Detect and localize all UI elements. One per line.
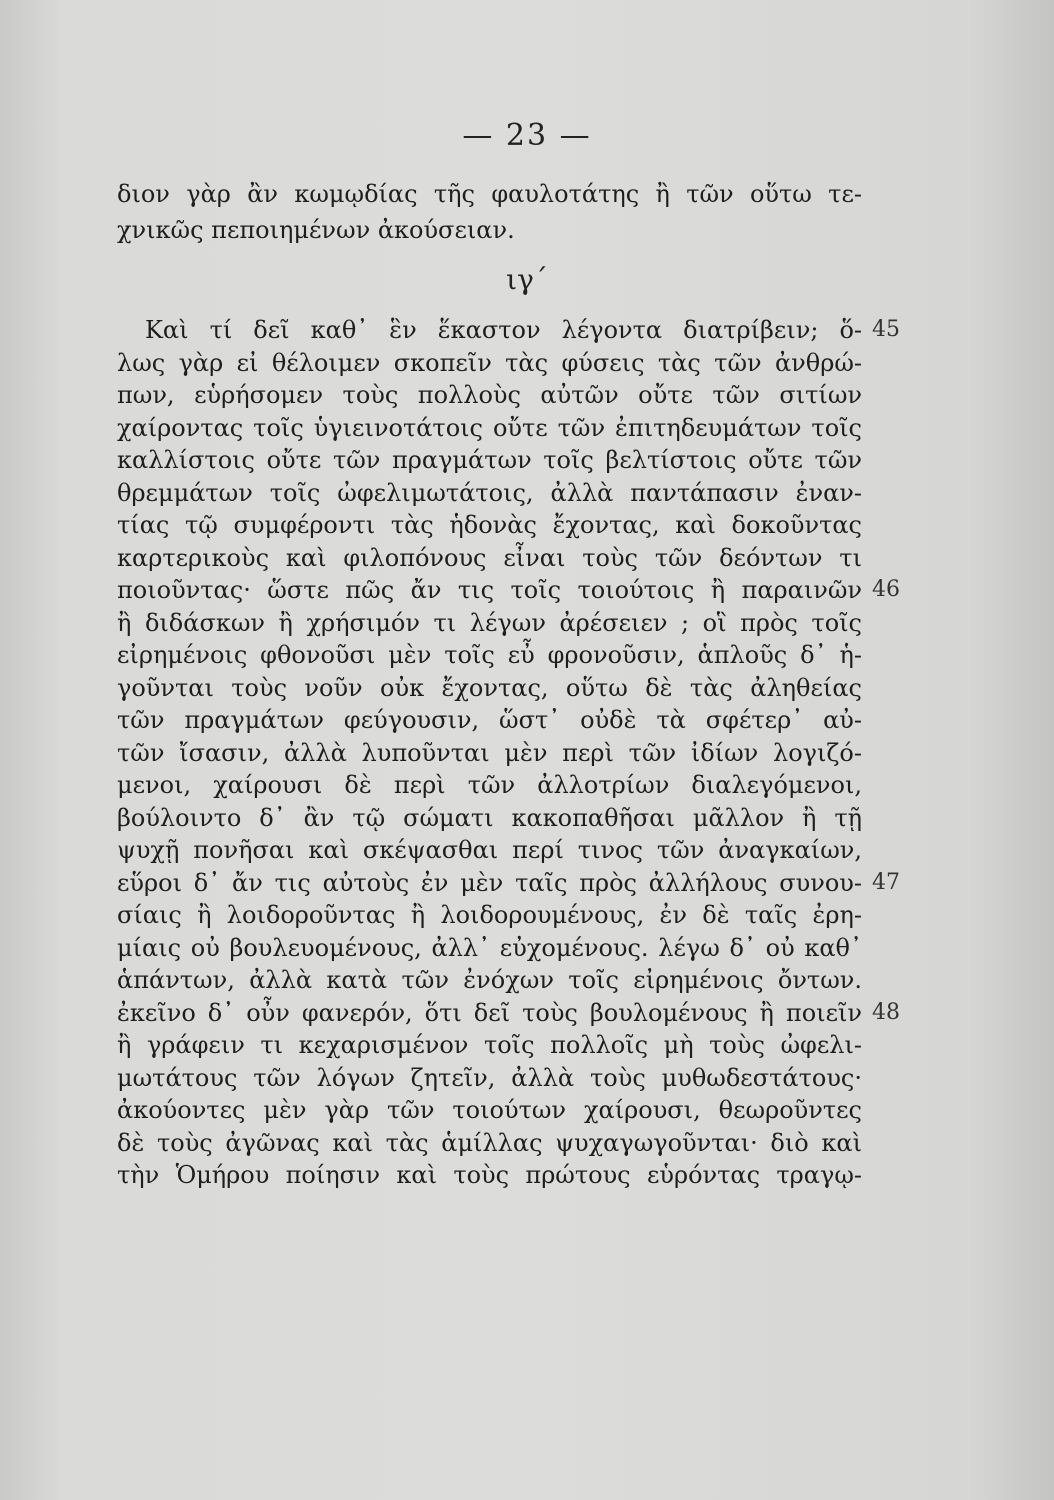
line-text: ἀκούοντες μὲν γὰρ τῶν τοιούτων χαίρουσι, θεωροῦντες (117, 1096, 862, 1124)
line-text: εἰρημένοις φθονοῦσι μὲν τοῖς εὖ φρονοῦσιν, ἁπλοῦς δ᾽ ἡ- (117, 641, 862, 669)
line-text: σίαις ἢ λοιδοροῦντας ἢ λοιδορουμένους, ἐν δὲ ταῖς ἐρη- (117, 901, 862, 929)
line-text: θρεμμάτων τοῖς ὠφελιμωτάτοις, ἀλλὰ παντάπασιν ἐναν- (117, 478, 862, 507)
line-text: διον γὰρ ἂν κωμῳδίας τῆς φαυλοτάτης ἢ τῶν οὕτω τε- (117, 180, 862, 208)
line-text: λως γὰρ εἰ θέλοιμεν σκοπεῖν τὰς φύσεις τὰς τῶν ἀνθρώ- (117, 348, 862, 377)
line-text: ἢ διδάσκων ἢ χρήσιμόν τι λέγων ἀρέσειεν ; οἳ πρὸς τοῖς (117, 608, 862, 637)
line-text: τίας τῷ συμφέροντι τὰς ἡδονὰς ἔχοντας, καὶ δοκοῦντας (117, 511, 862, 539)
text-line (0, 1155, 1054, 1195)
marginal-line-number: 47 (872, 869, 900, 895)
line-text: γοῦνται τοὺς νοῦν οὐκ ἔχοντας, οὕτω δὲ τὰς ἀληθείας (117, 673, 862, 702)
line-text: βούλοιντο δ᾽ ἂν τῷ σώματι κακοπαθῆσαι μᾶλλον ἢ τῇ (117, 803, 862, 832)
line-text: ἐκεῖνο δ᾽ οὖν φανερόν, ὅτι δεῖ τοὺς βουλομένους ἢ ποιεῖν (117, 998, 862, 1027)
line-text: τὴν Ὁμήρου ποίησιν καὶ τοὺς πρώτους εὑρόντας τραγῳ- (117, 1161, 862, 1189)
line-text: τῶν πραγμάτων φεύγουσιν, ὥστ᾽ οὐδὲ τὰ σφέτερ᾽ αὐ- (117, 706, 862, 734)
line-text: χνικῶς πεποιημένων ἀκούσειαν. (117, 216, 515, 244)
marginal-line-number: 48 (872, 999, 900, 1025)
line-text: ἁπάντων, ἀλλὰ κατὰ τῶν ἐνόχων τοῖς εἰρημένοις ὄντων. (117, 966, 862, 994)
line-text: καρτερικοὺς καὶ φιλοπόνους εἶναι τοὺς τῶν δεόντων τι (117, 543, 862, 572)
line-text: μίαις οὐ βουλευομένους, ἀλλ᾽ εὐχομένους. λέγω δ᾽ οὐ καθ᾽ (117, 933, 862, 962)
line-text: μωτάτους τῶν λόγων ζητεῖν, ἀλλὰ τοὺς μυθωδεστάτους· (117, 1063, 862, 1092)
line-text: τῶν ἴσασιν, ἀλλὰ λυποῦνται μὲν περὶ τῶν ἰδίων λογιζό- (117, 738, 862, 767)
line-text: ἢ γράφειν τι κεχαρισμένον τοῖς πολλοῖς μὴ τοὺς ὠφελι- (117, 1031, 862, 1059)
marginal-line-number: 45 (872, 317, 900, 342)
line-text: εὕροι δ᾽ ἄν τις αὐτοὺς ἐν μὲν ταῖς πρὸς ἀλλήλους συνου- (117, 868, 862, 897)
line-text: μενοι, χαίρουσι δὲ περὶ τῶν ἀλλοτρίων διαλεγόμενοι, (117, 771, 862, 799)
line-text: δὲ τοὺς ἀγῶνας καὶ τὰς ἁμίλλας ψυχαγωγοῦνται· διὸ καὶ (117, 1128, 862, 1157)
text-line (0, 210, 1054, 250)
page-number: — 23 — (462, 118, 592, 153)
marginal-line-number: 46 (872, 577, 900, 602)
text-line (0, 174, 1054, 214)
section-heading: ιγ´ (506, 263, 548, 296)
line-text: ψυχῇ πονῆσαι καὶ σκέψασθαι περί τινος τῶν ἀναγκαίων, (117, 836, 862, 864)
line-text: ποιοῦντας· ὥστε πῶς ἄν τις τοῖς τοιούτοις ἢ παραινῶν (117, 576, 862, 604)
line-text: χαίροντας τοῖς ὑγιεινοτάτοις οὔτε τῶν ἐπιτηδευμάτων τοῖς (117, 413, 862, 442)
line-text: Καὶ τί δεῖ καθ᾽ ἓν ἕκαστον λέγοντα διατρίβειν; ὅ- (145, 316, 862, 344)
line-text: πων, εὑρήσομεν τοὺς πολλοὺς αὐτῶν οὔτε τῶν σιτίων (117, 381, 862, 409)
line-text: καλλίστοις οὔτε τῶν πραγμάτων τοῖς βελτίστοις οὔτε τῶν (117, 446, 862, 474)
